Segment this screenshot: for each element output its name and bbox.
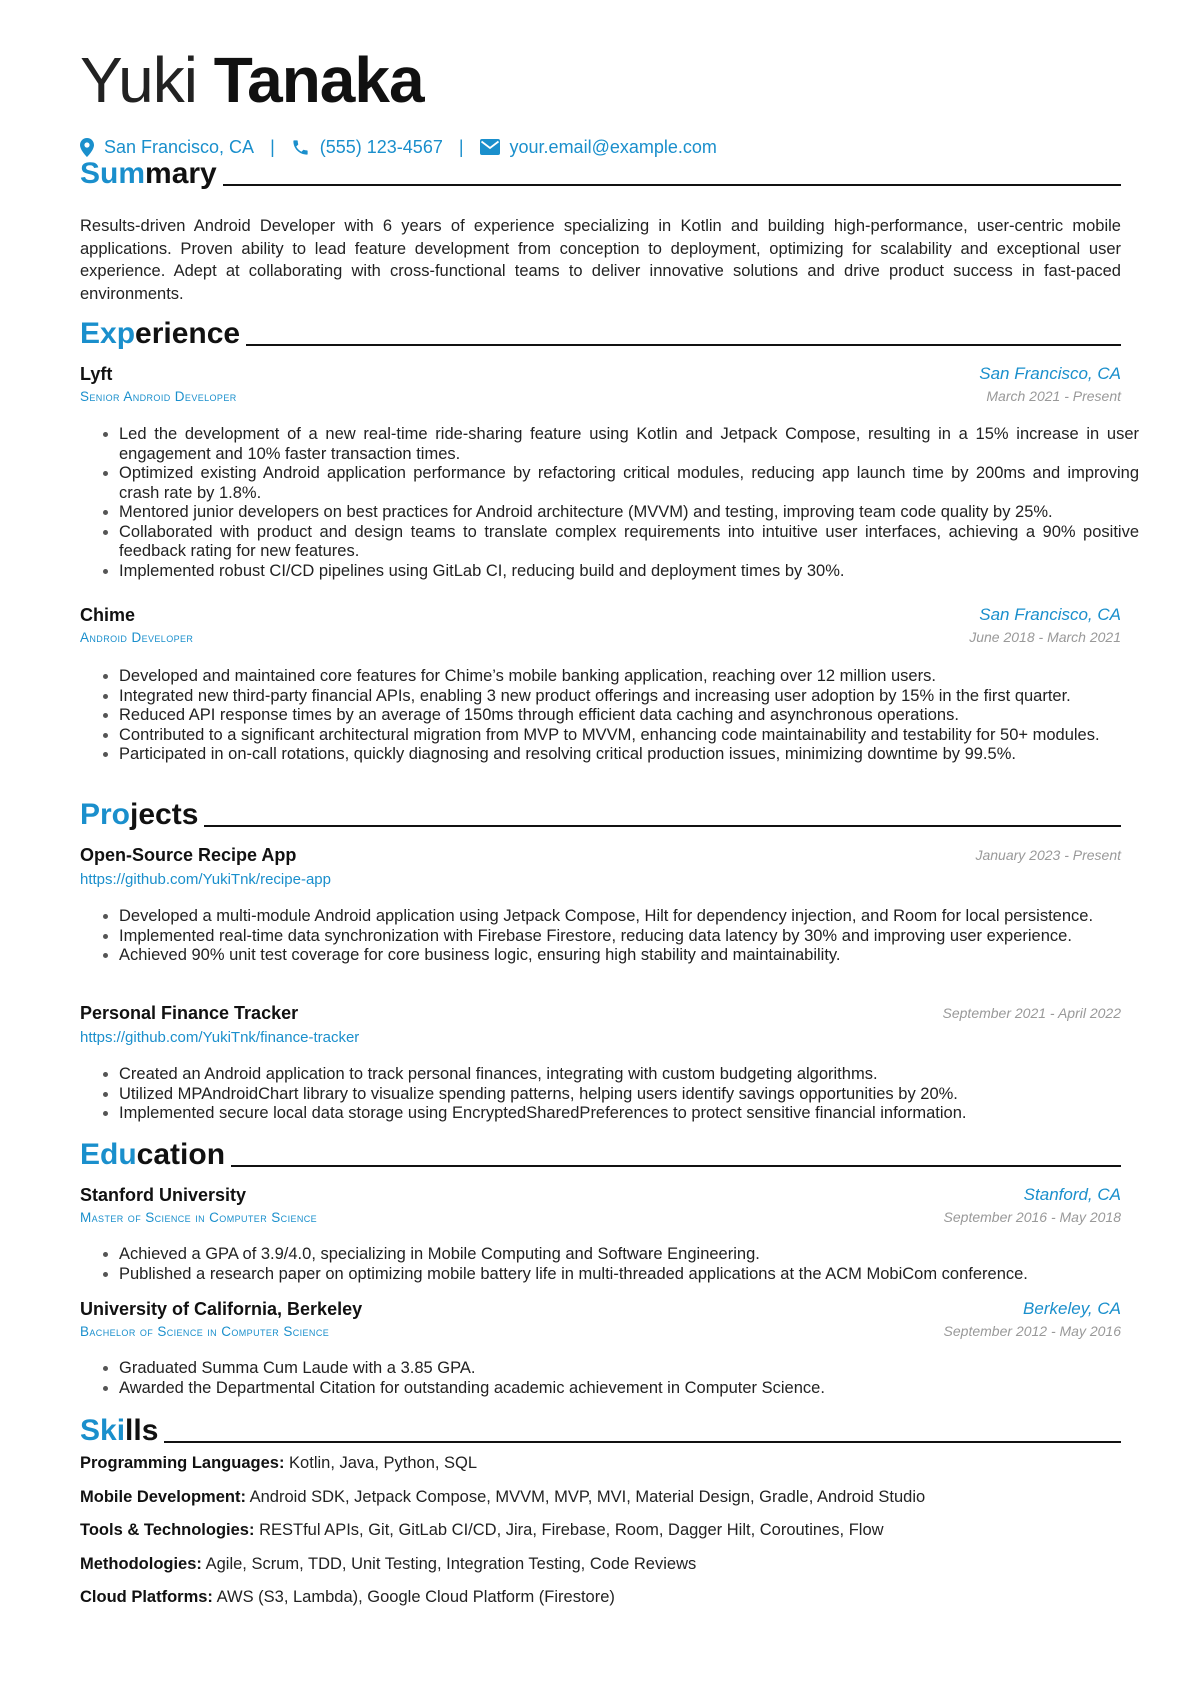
section-title-experience: Experience (80, 316, 1121, 352)
project-bullets-finance-tracker (101, 1065, 1139, 1124)
skills-category: Cloud Platforms: (80, 1588, 213, 1606)
skills-values: Android SDK, Jetpack Compose, MVVM, MVP, MVI, Material Design, Gradle, Android Studio (249, 1487, 926, 1506)
list-item: • Developed a multi-module Android application using Jetpack Compose, Hilt for dependency injection, and Room for local persistence. (119, 907, 1139, 927)
skills-row (80, 1586, 1121, 1620)
list-item: • Mentored junior developers on best practices for Android architecture (MVVM) and testing, improving team code quality by 25%. (119, 503, 1139, 523)
school-dates: September 2016 - May 2018 (943, 1209, 1121, 1225)
skills-row (80, 1553, 1121, 1587)
list-item: • Optimized existing Android application performance by refactoring critical modules, reducing app launch time by 200ms and improving crash rate by 1.8%. (119, 464, 1139, 503)
job-bullets-chime (101, 667, 1139, 765)
skills-category: Programming Languages: (80, 1454, 285, 1472)
project-bullets-recipe-app (101, 907, 1139, 966)
first-name: Yuki (80, 44, 197, 116)
list-item: • Participated in on-call rotations, quickly diagnosing and resolving critical production issues, minimizing downtime by 99.5%. (119, 745, 1139, 765)
job-dates: March 2021 - Present (986, 388, 1121, 404)
envelope-icon (480, 139, 500, 155)
skills-category: Mobile Development: (80, 1487, 246, 1506)
school-location: Stanford, CA (1023, 1185, 1121, 1204)
email-text: your.email@example.com (509, 137, 717, 157)
school-location: Berkeley, CA (1023, 1299, 1121, 1318)
job-bullets-lyft (101, 425, 1139, 581)
list-item: • Led the development of a new real-time ride-sharing feature using Kotlin and Jetpack Compose, resulting in a 15% increase in user engagement and 10% faster transaction times. (119, 425, 1139, 464)
skills-row (80, 1486, 1121, 1520)
list-item: • Developed and maintained core features for Chime’s mobile banking application, reaching over 12 million users. (119, 667, 1139, 687)
summary-text: Results-driven Android Developer with 6 years of experience specializing in Kotlin and building high-performance, user-centric mobile applications. Proven ability to lead feature development from conception to deployment, optimizing for scalability and exceptional user experience. Adept at collaborating with cross-functional teams to deliver innovative solutions and drive product success in fast-paced environments. (80, 217, 1121, 303)
section-rule (204, 825, 1121, 827)
company-name: Chime (80, 605, 136, 625)
school-dates: September 2012 - May 2016 (943, 1323, 1121, 1339)
project-name: Open-Source Recipe App (80, 845, 297, 865)
contact-separator: | (458, 137, 464, 157)
section-rule (231, 1165, 1121, 1167)
job-role: Android Developer (80, 630, 194, 645)
candidate-name (80, 38, 424, 122)
section-title-skills: Skills (80, 1413, 1121, 1449)
section-title-projects: Projects (80, 797, 1121, 833)
list-item: • Achieved a GPA of 3.9/4.0, specializing in Mobile Computing and Software Engineering. (119, 1245, 1139, 1265)
section-rule (223, 184, 1121, 186)
location-text: San Francisco, CA (104, 137, 255, 157)
list-item: • Implemented secure local data storage using EncryptedSharedPreferences to protect sensitive financial information. (119, 1104, 1139, 1124)
project-dates: September 2021 - April 2022 (942, 1005, 1121, 1021)
project-link[interactable]: https://github.com/YukiTnk/recipe-app (80, 871, 331, 888)
list-item: • Contributed to a significant architectural migration from MVP to MVVM, enhancing code maintainability and testability for 50+ modules. (119, 726, 1139, 746)
phone-text: (555) 123-4567 (319, 137, 443, 157)
job-location: San Francisco, CA (979, 364, 1121, 383)
skills-values: AWS (S3, Lambda), Google Cloud Platform (Firestore) (216, 1588, 615, 1606)
education-bullets-berkeley (101, 1359, 1139, 1398)
skills-row (80, 1519, 1121, 1553)
project-link[interactable]: https://github.com/YukiTnk/finance-tracker (80, 1029, 360, 1046)
skills-list (80, 1452, 1121, 1620)
list-item: • Utilized MPAndroidChart library to visualize spending patterns, helping users identify savings opportunities by 20%. (119, 1085, 1139, 1105)
project-dates: January 2023 - Present (975, 847, 1121, 863)
education-bullets-stanford (101, 1245, 1139, 1284)
school-name: University of California, Berkeley (80, 1299, 363, 1319)
section-title-education: Education (80, 1137, 1121, 1173)
job-location: San Francisco, CA (979, 605, 1121, 624)
phone-icon (291, 138, 310, 157)
skills-values: Kotlin, Java, Python, SQL (289, 1454, 478, 1472)
list-item: • Created an Android application to track personal finances, integrating with custom budgeting algorithms. (119, 1065, 1139, 1085)
project-name: Personal Finance Tracker (80, 1003, 299, 1023)
list-item: • Implemented real-time data synchronization with Firebase Firestore, reducing data latency by 30% and improving user experience. (119, 927, 1139, 947)
list-item: • Collaborated with product and design teams to translate complex requirements into intuitive user interfaces, achieving a 90% positive feedback rating for new features. (119, 523, 1139, 562)
list-item: • Graduated Summa Cum Laude with a 3.85 GPA. (119, 1359, 1139, 1379)
list-item: • Awarded the Departmental Citation for outstanding academic achievement in Computer Science. (119, 1379, 1139, 1399)
section-rule (246, 344, 1121, 346)
list-item: • Integrated new third-party financial APIs, enabling 3 new product offerings and increasing user adoption by 15% in the first quarter. (119, 687, 1139, 707)
skills-category: Tools & Technologies: (80, 1521, 255, 1539)
school-name: Stanford University (80, 1185, 247, 1205)
job-role: Senior Android Developer (80, 389, 237, 404)
skills-values: RESTful APIs, Git, GitLab CI/CD, Jira, Firebase, Room, Dagger Hilt, Coroutines, Flow (259, 1521, 884, 1539)
list-item: • Reduced API response times by an average of 150ms through efficient data caching and asynchronous operations. (119, 706, 1139, 726)
degree-name: Master of Science in Computer Science (80, 1210, 318, 1225)
company-name: Lyft (80, 364, 113, 384)
list-item: • Published a research paper on optimizing mobile battery life in multi-threaded applications at the ACM MobiCom conference. (119, 1265, 1139, 1285)
skills-category: Methodologies: (80, 1554, 202, 1573)
skills-row (80, 1452, 1121, 1486)
section-title-summary: Summary (80, 156, 1121, 192)
section-rule (164, 1441, 1121, 1443)
degree-name: Bachelor of Science in Computer Science (80, 1324, 330, 1339)
skills-values: Agile, Scrum, TDD, Unit Testing, Integration Testing, Code Reviews (205, 1554, 697, 1573)
list-item: • Implemented robust CI/CD pipelines using GitLab CI, reducing build and deployment times by 30%. (119, 562, 1139, 582)
contact-separator: | (270, 137, 275, 157)
job-dates: June 2018 - March 2021 (969, 629, 1121, 645)
map-marker-icon (80, 138, 94, 157)
last-name: Tanaka (213, 44, 424, 116)
list-item: • Achieved 90% unit test coverage for core business logic, ensuring high stability and maintainability. (119, 946, 1139, 966)
